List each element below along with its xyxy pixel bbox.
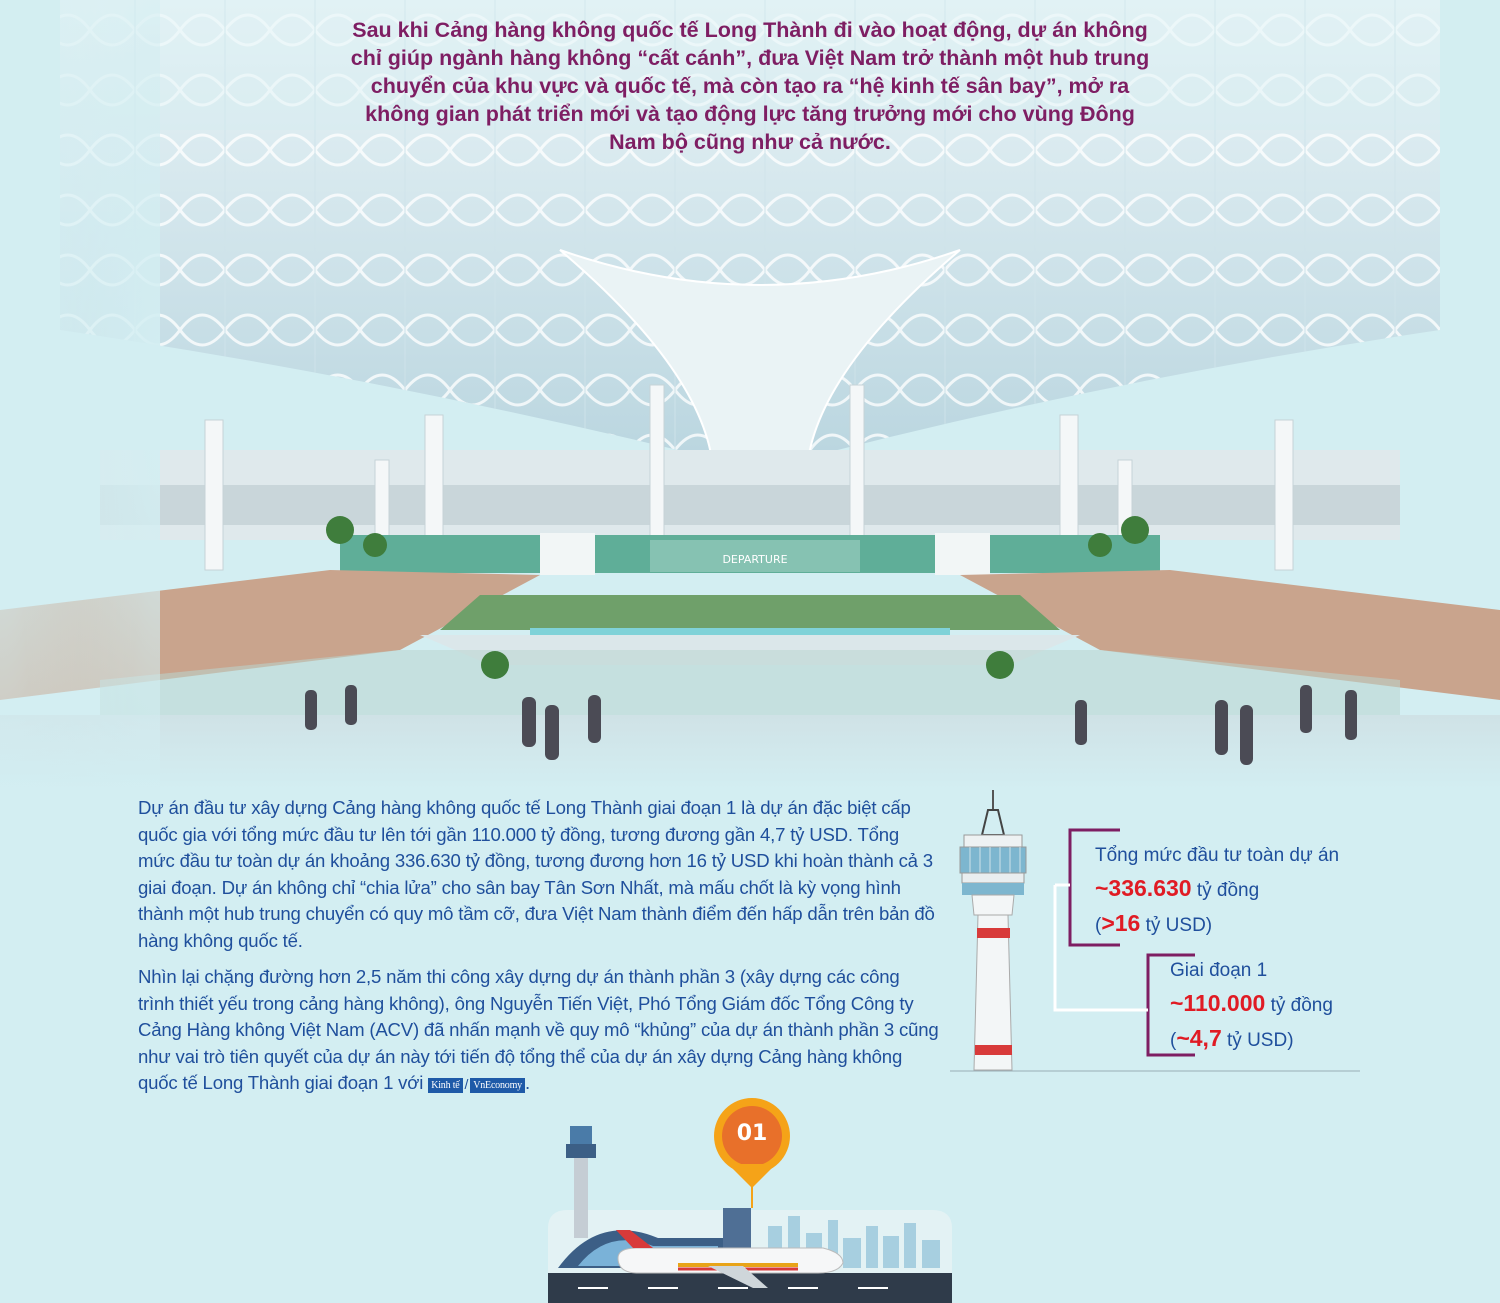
intro-paragraph: Sau khi Cảng hàng không quốc tế Long Thành đi vào hoạt động, dự án không chỉ giúp ngành hàng không “cất cánh”, đưa Việt Nam trở thành một hub trung chuyển của khu vực và quốc tế, mà còn tạo ra “hệ kinh tế sân bay”, mở ra không gian phát triển mới và tạo động lực tăng trưởng mới cho vùng Đông Nam bộ cũng như cả nước. (350, 18, 1150, 154)
stat-total-usd-value: >16 (1101, 910, 1141, 936)
stat-total-unit: tỷ đồng (1196, 880, 1260, 901)
departure-sign: DEPARTURE (722, 553, 788, 566)
stat-phase1-unit: tỷ đồng (1270, 995, 1333, 1016)
article-paragraph-2 (138, 964, 940, 1098)
stat-phase1-value: ~110.000 (1170, 990, 1266, 1016)
article-paragraph-1: Dự án đầu tư xây dựng Cảng hàng không quốc tế Long Thành giai đoạn 1 là dự án đặc biệt cấp quốc gia với tổng mức đầu tư lên tới gần 110.000 tỷ đồng, tương đương gần 4,7 tỷ USD. Tổng mức đầu tư toàn dự án khoảng 336.630 tỷ đồng, tương đương hơn 16 tỷ USD khi hoàn thành cả 3 giai đoạn. Dự án không chỉ “chia lửa” cho sân bay Tân Sơn Nhất, mà mấu chốt là kỳ vọng hình thành một hub trung chuyển có quy mô tầm cỡ, đưa Việt Nam thành điểm đến hấp dẫn trên bản đồ hàng không quốc tế. (138, 797, 935, 951)
stat-total (1095, 840, 1375, 942)
stat-phase1 (1170, 955, 1370, 1057)
brand-separator: / (464, 1076, 469, 1092)
section-number-badge: 01 (736, 1121, 768, 1146)
investment-stats-panel (950, 785, 1370, 1085)
stat-total-usd-unit: tỷ USD) (1145, 915, 1213, 936)
stat-phase1-usd-value: ~4,7 (1176, 1025, 1222, 1051)
kinh-te-logo: Kinh tế (428, 1078, 462, 1093)
article-paragraph-2-text: Nhìn lại chặng đường hơn 2,5 năm thi công xây dựng dự án thành phần 3 (xây dựng các công trình thiết yếu trong cảng hàng không), ông Nguyễn Tiến Việt, Phó Tổng Giám đốc Tổng Công ty Cảng Hàng không Việt Nam (ACV) đã nhấn mạnh về quy mô “khủng” của dự án thành phần 3 cũng như vai trò tiên quyết của dự án này tới tiến độ tổng thể của dự án xây dựng Cảng hàng không quốc tế Long Thành giai đoạn 1 với (138, 966, 939, 1093)
stat-total-value: ~336.630 (1095, 875, 1192, 901)
paragraph-end-punct: . (524, 1072, 530, 1093)
stat-phase1-usd-open: ( (1170, 1030, 1177, 1051)
stat-phase1-label: Giai đoạn 1 (1170, 960, 1268, 981)
article-body (138, 795, 940, 1108)
section-01-illustration (538, 1098, 962, 1303)
vneconomy-logo: VnEconomy (470, 1078, 525, 1093)
stat-total-usd-open: ( (1095, 915, 1102, 936)
stat-total-label: Tổng mức đầu tư toàn dự án (1095, 845, 1340, 866)
stat-phase1-usd-unit: tỷ USD) (1227, 1030, 1294, 1051)
